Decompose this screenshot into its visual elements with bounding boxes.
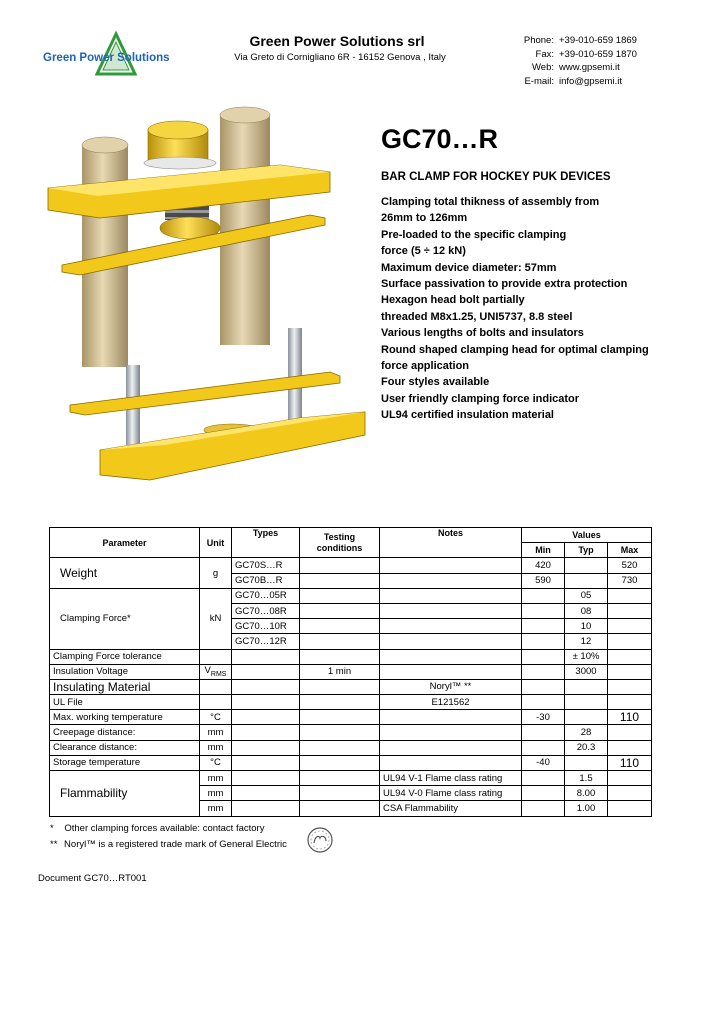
feature-line: Hexagon head bolt partially: [381, 294, 525, 307]
company-name: Green Power Solutions srl: [249, 33, 425, 49]
table-row: Weight g GC70S…R 420 520: [50, 558, 652, 573]
unit-insulation-voltage: $V_{RMS}$: [200, 664, 232, 679]
unit-clamping-force: kN: [200, 588, 232, 649]
feature-line: force (5 ÷ 12 kN): [381, 245, 466, 258]
table-row: GC70…08R 08: [50, 603, 652, 618]
param-flammability: Flammability: [50, 771, 200, 817]
document-reference: Document GC70…RT001: [38, 873, 147, 884]
table-row: mm UL94 V-0 Flame class rating 8.00: [50, 786, 652, 801]
feature-line: Four styles available: [381, 376, 490, 389]
param-ul-file: UL File: [50, 695, 200, 710]
contact-fax: Fax: +39-010-659 1870: [535, 48, 637, 60]
footnote-2: ** Noryl™ is a registered trade mark of General Electric: [50, 839, 287, 850]
table-row: Clamping Force tolerance ± 10%: [50, 649, 652, 664]
table-row: GC70…12R 12: [50, 634, 652, 649]
unit-weight: g: [200, 558, 232, 588]
product-subtitle: BAR CLAMP FOR HOCKEY PUK DEVICES: [381, 171, 611, 183]
param-clearance: Clearance distance:: [50, 740, 200, 755]
header-min: Min: [522, 543, 565, 558]
header-values: Values: [522, 528, 652, 543]
table-row: Creepage distance: mm 28: [50, 725, 652, 740]
bar-clamp-image: [40, 100, 370, 495]
feature-line: threaded M8x1.25, UNI5737, 8.8 steel: [381, 310, 573, 323]
contact-phone: Phone: +39-010-659 1869: [523, 35, 637, 46]
table-row: Storage temperature °C -40 110: [50, 755, 652, 770]
contact-email[interactable]: E-mail: info@gpsemi.it: [524, 75, 622, 87]
feature-line: Maximum device diameter: 57mm: [381, 261, 557, 274]
header-parameter: Parameter: [50, 528, 200, 558]
feature-line: Surface passivation to provide extra protection: [381, 278, 628, 291]
table-row: Clamping Force* kN GC70…05R 05: [50, 588, 652, 603]
header-testing: Testing conditions: [300, 528, 380, 558]
table-row: Clearance distance: mm 20.3: [50, 740, 652, 755]
product-title: GC70…R: [381, 124, 499, 154]
ge-logo-icon: [307, 827, 333, 853]
contact-block: [505, 34, 637, 88]
logo-text: Green Power Solutions: [43, 52, 170, 64]
feature-line: Pre-loaded to the specific clamping: [381, 228, 567, 241]
table-row: GC70B…R 590 730: [50, 573, 652, 588]
spec-table: [49, 527, 652, 817]
param-insulation-voltage: Insulation Voltage: [50, 664, 200, 679]
header-max: Max: [608, 543, 652, 558]
table-row: UL File E121562: [50, 695, 652, 710]
param-max-temp: Max. working temperature: [50, 710, 200, 725]
feature-line: Round shaped clamping head for optimal clamping: [381, 343, 649, 356]
table-row: Flammability mm UL94 V-1 Flame class rating 1.5: [50, 771, 652, 786]
feature-line: 26mm to 126mm: [381, 212, 468, 225]
footnote-1: * Other clamping forces available: contact factory: [50, 823, 265, 834]
header-notes: Notes: [380, 528, 522, 558]
feature-line: User friendly clamping force indicator: [381, 392, 580, 405]
table-row: GC70…10R 10: [50, 619, 652, 634]
param-creepage: Creepage distance:: [50, 725, 200, 740]
table-row: Insulating Material Noryl™ **: [50, 679, 652, 694]
company-logo: [40, 28, 190, 78]
contact-web[interactable]: Web: www.gpsemi.it: [531, 62, 620, 74]
feature-line: Clamping total thikness of assembly from: [381, 196, 600, 208]
param-clamping-force: Clamping Force*: [50, 588, 200, 649]
feature-line: UL94 certified insulation material: [381, 409, 554, 422]
header-typ: Typ: [565, 543, 608, 558]
header-types: Types: [232, 528, 300, 558]
table-header-row: [50, 528, 652, 543]
company-address: Via Greto di Cornigliano 6R - 16152 Genova , Italy: [234, 52, 446, 63]
param-insulating-material: Insulating Material: [50, 679, 200, 694]
table-row: Insulation Voltage $V_{RMS}$ 1 min 3000: [50, 664, 652, 679]
param-weight: Weight: [50, 558, 200, 588]
feature-line: Various lengths of bolts and insulators: [381, 327, 584, 340]
param-tolerance: Clamping Force tolerance: [50, 649, 200, 664]
header-unit: Unit: [200, 528, 232, 558]
table-row: mm CSA Flammability 1.00: [50, 801, 652, 816]
feature-list: [381, 194, 671, 424]
feature-line: force application: [381, 360, 470, 373]
param-storage-temp: Storage temperature: [50, 755, 200, 770]
table-row: Max. working temperature °C -30 110: [50, 710, 652, 725]
